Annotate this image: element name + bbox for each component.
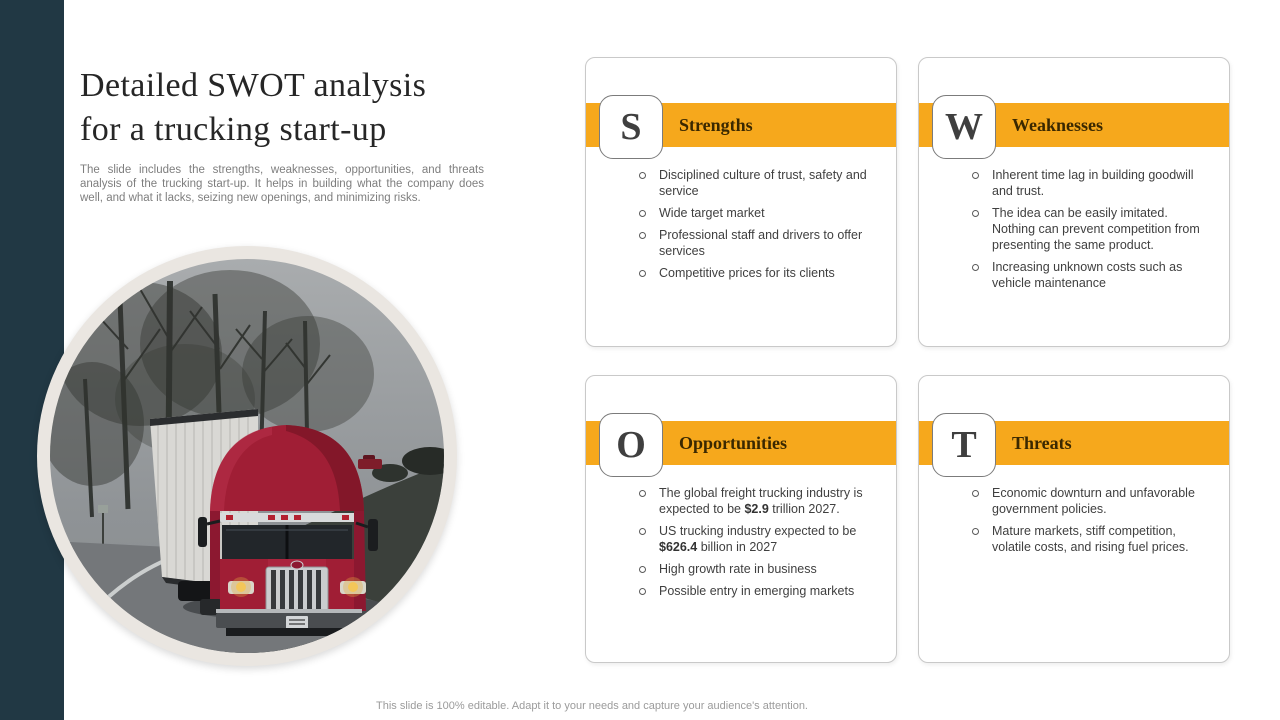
list-item (972, 523, 1205, 555)
bullet-text: Professional staff and drivers to offer services (659, 228, 863, 258)
bullet-text: Possible entry in emerging markets (659, 584, 855, 598)
bullet-circle-icon (972, 528, 979, 535)
bullet-text-pre: US trucking industry expected to be (659, 524, 857, 538)
list-item (639, 167, 872, 199)
bullet-circle-icon (639, 232, 646, 239)
bullet-circle-icon (972, 264, 979, 271)
truck-photo (50, 259, 444, 653)
list-item (639, 227, 872, 259)
bullet-text-bold: $626.4 (659, 540, 698, 554)
bullet-list-threats (972, 485, 1205, 561)
bullet-text: High growth rate in business (659, 562, 817, 576)
bullet-circle-icon (639, 210, 646, 217)
bullet-circle-icon (639, 566, 646, 573)
bullet-text: The idea can be easily imitated. Nothing can prevent competition from presenting the same product. (992, 206, 1200, 252)
letter-badge-o: O (599, 413, 663, 477)
list-item (972, 167, 1205, 199)
page-title (80, 64, 520, 152)
list-item (639, 265, 872, 281)
bullet-text-pre: The global freight trucking industry is expected to be (659, 486, 863, 516)
bullet-circle-icon (972, 172, 979, 179)
bullet-text: Competitive prices for its clients (659, 266, 835, 280)
list-item (639, 523, 872, 555)
bullet-circle-icon (639, 528, 646, 535)
bullet-circle-icon (639, 270, 646, 277)
bullet-circle-icon (972, 210, 979, 217)
bullet-list-weaknesses (972, 167, 1205, 297)
bullet-text-post: trillion 2027. (768, 502, 840, 516)
footer-note: This slide is 100% editable. Adapt it to your needs and capture your audience's attention. (376, 700, 808, 712)
bullet-text: Disciplined culture of trust, safety and service (659, 168, 867, 198)
truck-illustration (50, 259, 444, 653)
bullet-text: Wide target market (659, 206, 765, 220)
page-title-line2: for a trucking start-up (80, 111, 387, 148)
card-title-threats: Threats (1012, 432, 1072, 453)
card-threats (918, 375, 1230, 663)
bullet-text-post: billion in 2027 (697, 540, 778, 554)
bullet-text (659, 523, 872, 555)
bullet-text-bold: $2.9 (744, 502, 769, 516)
list-item (972, 259, 1205, 291)
list-item (639, 561, 872, 577)
letter-badge-s: S (599, 95, 663, 159)
page-title-line1: Detailed SWOT analysis (80, 67, 427, 104)
card-title-strengths: Strengths (679, 114, 753, 135)
card-weaknesses (918, 57, 1230, 347)
bullet-list-strengths (639, 167, 872, 287)
bullet-text: Increasing unknown costs such as vehicle maintenance (992, 260, 1183, 290)
list-item (639, 583, 872, 599)
list-item (972, 485, 1205, 517)
truck-photo-ring (37, 246, 457, 666)
card-title-weaknesses: Weaknesses (1012, 114, 1104, 135)
list-item (639, 485, 872, 517)
bullet-circle-icon (639, 490, 646, 497)
bullet-list-opportunities (639, 485, 872, 605)
letter-badge-w: W (932, 95, 996, 159)
left-accent-bar (0, 0, 64, 720)
bullet-text: Inherent time lag in building goodwill and trust. (992, 168, 1194, 198)
card-strengths (585, 57, 897, 347)
card-title-opportunities: Opportunities (679, 432, 788, 453)
bullet-circle-icon (639, 172, 646, 179)
bullet-text: Mature markets, stiff competition, volatile costs, and rising fuel prices. (992, 524, 1189, 554)
list-item (639, 205, 872, 221)
bullet-text: Economic downturn and unfavorable government policies. (992, 486, 1195, 516)
list-item (972, 205, 1205, 253)
bullet-text (659, 485, 872, 517)
bullet-circle-icon (639, 588, 646, 595)
page-subtitle: The slide includes the strengths, weaknesses, opportunities, and threats analysis of the trucking start-up. It helps in building what the company does well, and what it lacks, seizing new openings, and minimizing risks. (80, 164, 484, 204)
card-opportunities (585, 375, 897, 663)
bullet-circle-icon (972, 490, 979, 497)
letter-badge-t: T (932, 413, 996, 477)
